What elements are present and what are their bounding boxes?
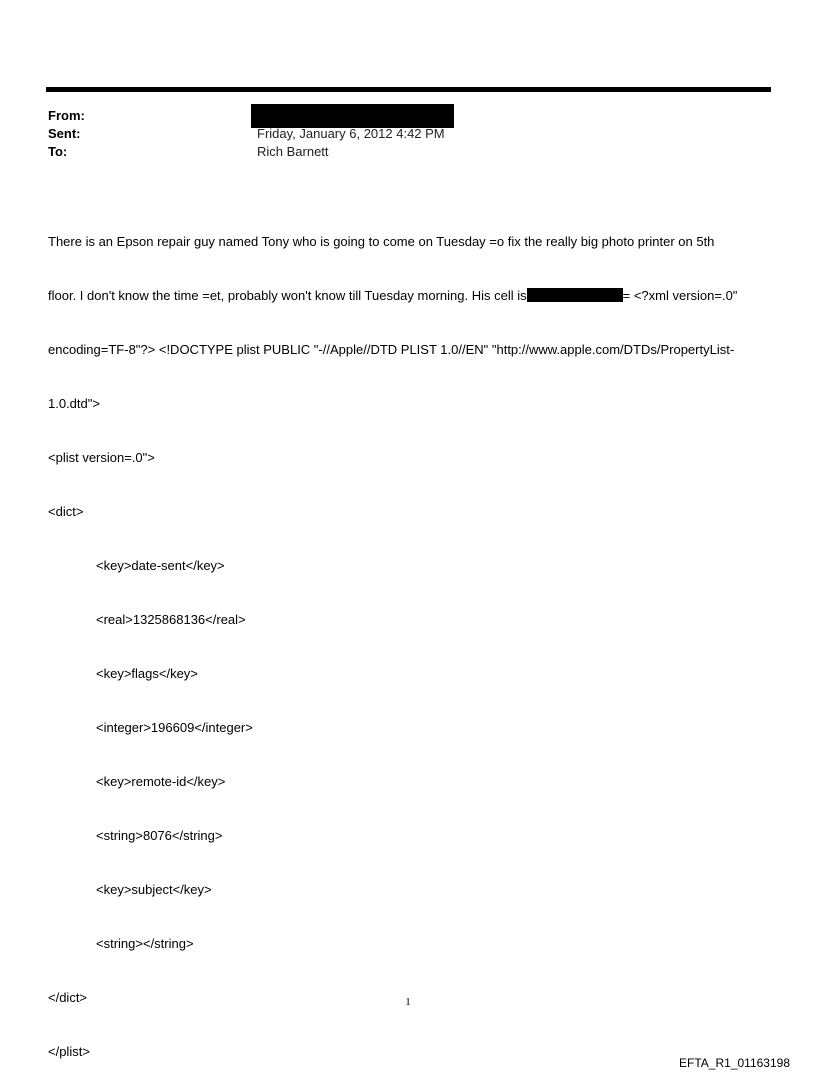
body-line: <key>date-sent</key>: [96, 558, 225, 573]
phone-redaction: [527, 288, 623, 302]
body-line: <string></string>: [96, 936, 194, 951]
body-line: There is an Epson repair guy named Tony who is going to come on Tuesday =o fix the really big photo printer on 5th: [48, 234, 715, 249]
body-line-text: = <?xml version=.0": [622, 288, 738, 303]
document-id: EFTA_R1_01163198: [679, 1056, 790, 1070]
body-line: encoding=TF-8"?> <!DOCTYPE plist PUBLIC "-//Apple//DTD PLIST 1.0//EN" "http://www.apple.com/DTDs/PropertyList-: [48, 342, 735, 357]
to-label: To:: [48, 144, 68, 159]
body-line-text: floor. I don't know the time =et, probably won't know till Tuesday morning. His cell is: [48, 288, 527, 303]
from-label: From:: [48, 108, 85, 123]
body-line: <integer>196609</integer>: [96, 720, 253, 735]
sent-value: Friday, January 6, 2012 4:42 PM: [257, 126, 445, 141]
email-body: [48, 197, 778, 1079]
body-line: </plist>: [48, 1044, 90, 1059]
body-line: <string>8076</string>: [96, 828, 223, 843]
body-line: <real>1325868136</real>: [96, 612, 246, 627]
body-line: <key>remote-id</key>: [96, 774, 226, 789]
page-number: 1: [405, 996, 411, 1008]
to-value: Rich Barnett: [257, 144, 329, 159]
body-line: [48, 287, 778, 305]
body-line: <key>flags</key>: [96, 666, 198, 681]
sent-label: Sent:: [48, 126, 81, 141]
body-line: </dict>: [48, 990, 88, 1005]
body-line: <plist version=.0">: [48, 450, 155, 465]
body-line: <key>subject</key>: [96, 882, 212, 897]
body-line: <dict>: [48, 504, 84, 519]
body-line: 1.0.dtd">: [48, 396, 100, 411]
header-rule: [46, 87, 771, 92]
